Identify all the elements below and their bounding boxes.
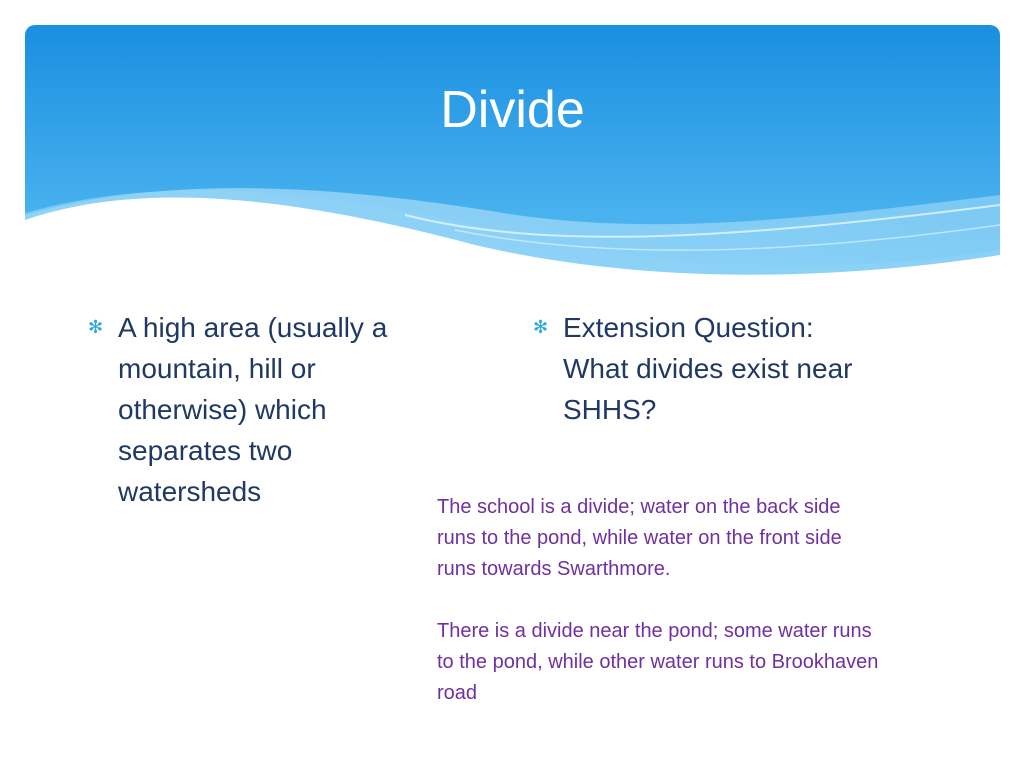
definition-bullet [88, 307, 438, 512]
question-line: Extension Question: [563, 312, 814, 343]
asterisk-bullet-icon: ✻ [88, 317, 104, 337]
question-line: SHHS? [563, 394, 657, 425]
asterisk-bullet-icon: ✻ [533, 317, 549, 337]
right-column [533, 307, 923, 430]
definition-line: separates two [118, 435, 293, 466]
left-column [88, 307, 438, 512]
definition-line: A high area (usually a [118, 312, 388, 343]
answer-line: runs towards Swarthmore. [437, 558, 671, 580]
slide-title: Divide [440, 81, 585, 139]
answer-line: The school is a divide; water on the back side [437, 496, 841, 518]
definition-line: otherwise) which [118, 394, 327, 425]
definition-line: watersheds [118, 476, 262, 507]
question-line: What divides exist near [563, 353, 853, 384]
answer-line: to the pond, while other water runs to Brookhaven [437, 651, 879, 673]
header-band [25, 25, 1000, 295]
answer-line: road [437, 682, 478, 704]
question-bullet [533, 307, 923, 430]
wave-background [25, 25, 1000, 295]
answer-text [437, 492, 997, 709]
question-text [563, 307, 923, 430]
answer-line: runs to the pond, while water on the front side [437, 527, 842, 549]
definition-text [118, 307, 438, 512]
answer-line: There is a divide near the pond; some water runs [437, 620, 872, 642]
definition-line: mountain, hill or [118, 353, 316, 384]
paragraph-gap [437, 585, 997, 616]
